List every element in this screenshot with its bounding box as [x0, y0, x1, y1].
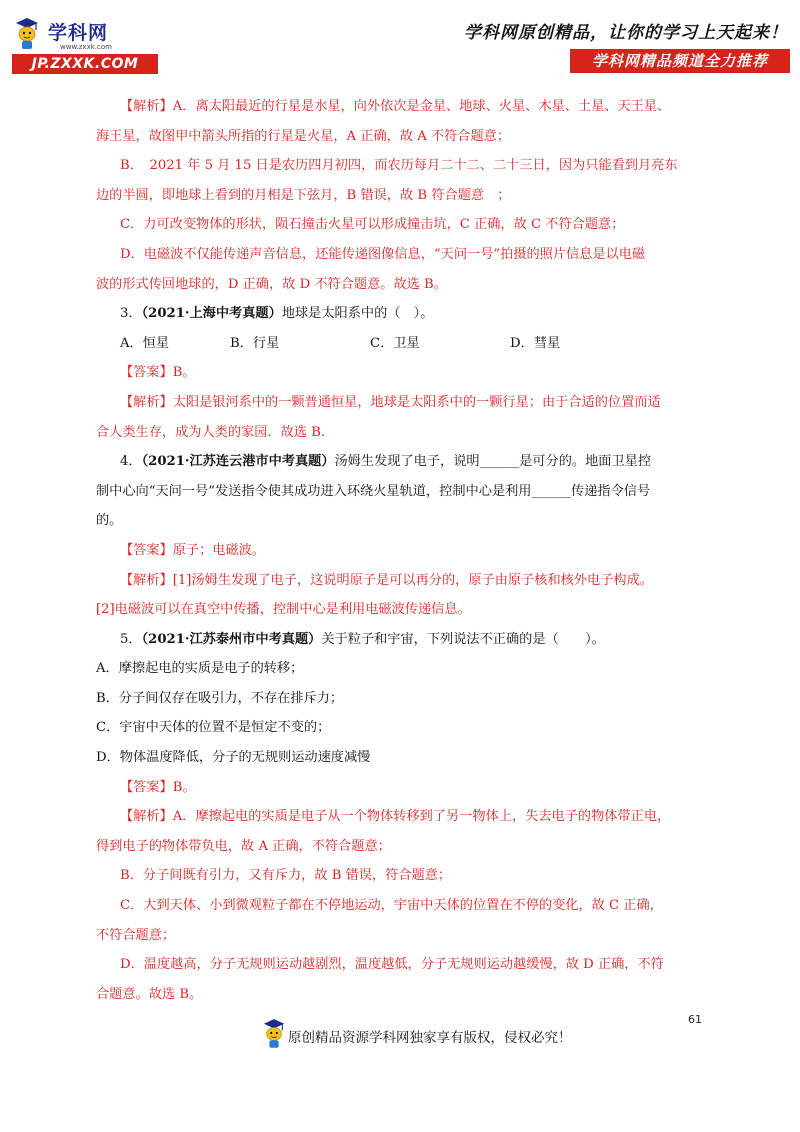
q5-option-c: C．宇宙中天体的位置不是恒定不变的； [96, 720, 331, 736]
q4-analysis-line2: [2]电磁波可以在真空中传播，控制中心是利用电磁波传递信息。 [96, 602, 471, 618]
q5-analysis-d-line1: D．温度越高，分子无规则运动越剧烈，温度越低，分子无规则运动越缓慢，故 D 正确，不符 [120, 957, 664, 973]
q5-analysis-c-line1: C．大到天体、小到微观粒子都在不停地运动，宇宙中天体的位置在不停的变化，故 C 正确， [120, 898, 663, 914]
option-c: C．卫星 [370, 335, 420, 351]
option-a: A．恒星 [120, 335, 170, 351]
header-slogan: 学科网原创精品，让你的学习上天起来！ [464, 23, 788, 43]
q3-analysis-line1: 【解析】太阳是银河系中的一颗普通恒星，地球是太阳系中的一颗行星；由于合适的位置而适 [120, 394, 661, 410]
q4-analysis-line1: 【解析】[1]汤姆生发现了电子，这说明原子是可以再分的，原子由原子核和核外电子构成。 [120, 572, 653, 588]
q5-stem: 5．（2021·江苏泰州市中考真题）关于粒子和宇宙，下列说法不正确的是（ ）。 [120, 631, 605, 647]
analysis-label: 【解析】 [120, 99, 173, 114]
q4-answer: 【答案】原子；电磁波。 [120, 542, 266, 558]
q3-stem: 3．（2021·上海中考真题）地球是太阳系中的（ ）。 [120, 306, 434, 322]
page-number: 61 [688, 1013, 702, 1026]
question-source: （2021·江苏泰州市中考真题） [141, 631, 322, 647]
analysis-label: 【解析】 [120, 572, 173, 588]
q4-stem-line2: 制中心向“天问一号”发送指令使其成功进入环绕火星轨道，控制中心是利用______传递指令信号 [96, 483, 651, 499]
question-source: （2021·江苏连云港市中考真题） [141, 454, 335, 470]
q5-option-b: B．分子间仅存在吸引力，不存在排斥力； [96, 690, 344, 706]
document-body [96, 92, 716, 1009]
q2-analysis-b-line1: B． 2021 年 5 月 15 日是农历四月初四，而农历每月二十二、二十三日，因为只能看到月亮东 [120, 158, 678, 174]
zxxk-logo[interactable] [12, 14, 162, 74]
analysis-label: 【解析】 [120, 394, 173, 410]
option-b: B．行星 [230, 335, 280, 351]
q3-options [96, 329, 716, 359]
page-footer [262, 1016, 622, 1056]
analysis-label: 【解析】 [120, 809, 173, 825]
q2-analysis-d-line1: D．电磁波不仅能传递声音信息，还能传递图像信息，“天问一号”拍摄的照片信息是以电磁 [120, 246, 646, 262]
q2-analysis-b-line2: 边的半圆，即地球上看到的月相是下弦月，B 错误，故 B 符合题意 ； [96, 187, 511, 203]
q3-answer: 【答案】B。 [120, 365, 196, 381]
q2-analysis-d-line2: 波的形式传回地球的，D 正确，故 D 不符合题意。故选 B。 [96, 276, 447, 292]
q5-analysis-d-line2: 合题意。故选 B。 [96, 986, 203, 1002]
copyright-notice: 原创精品资源学科网独家享有版权，侵权必究！ [288, 1030, 572, 1046]
question-number: 3． [120, 306, 142, 322]
q5-option-d: D．物体温度降低，分子的无规则运动速度减慢 [96, 750, 371, 766]
q3-analysis-line2: 合人类生存，成为人类的家园．故选 B. [96, 424, 326, 440]
q5-analysis-a-line1: 【解析】A．摩擦起电的实质是电子从一个物体转移到了另一物体上，失去电子的物体带正电， [120, 809, 671, 825]
page-header [0, 0, 800, 80]
q5-analysis-c-line2: 不符合题意； [96, 927, 176, 943]
q4-stem-line1: 4．（2021·江苏连云港市中考真题）汤姆生发现了电子，说明______是可分的。地面卫星控 [120, 454, 652, 470]
logo-url-text: www.zxxk.com [60, 43, 112, 51]
option-d: D．彗星 [510, 335, 561, 351]
logo-badge: JP.ZXXK.COM [12, 54, 158, 74]
q5-answer: 【答案】B。 [120, 779, 196, 795]
q5-analysis-b: B．分子间既有引力，又有斥力，故 B 错误，符合题意； [120, 868, 452, 884]
q2-analysis-a-line1: 【解析】A．离太阳最近的行星是水星，向外依次是金星、地球、火星、木星、土星、天王星、 [120, 99, 671, 114]
q5-analysis-a-line2: 得到电子的物体带负电，故 A 正确，不符合题意； [96, 838, 391, 854]
question-number: 5． [120, 631, 142, 647]
channel-badge: 学科网精品频道全力推荐 [570, 49, 790, 73]
scholar-mascot-icon [262, 1016, 286, 1050]
question-number: 4． [120, 454, 142, 470]
q2-analysis-c: C．力可改变物体的形状，陨石撞击火星可以形成撞击坑，C 正确，故 C 不符合题意； [120, 217, 625, 233]
scholar-mascot-icon [14, 16, 40, 50]
q2-analysis-a-line2: 海王星，故图甲中箭头所指的行星是火星，A 正确，故 A 不符合题意； [96, 128, 511, 144]
q4-stem-line3: 的。 [96, 513, 123, 529]
q5-option-a: A．摩擦起电的实质是电子的转移； [96, 661, 304, 677]
logo-brand-text: 学科网 [48, 22, 109, 44]
question-source: （2021·上海中考真题） [141, 306, 282, 322]
